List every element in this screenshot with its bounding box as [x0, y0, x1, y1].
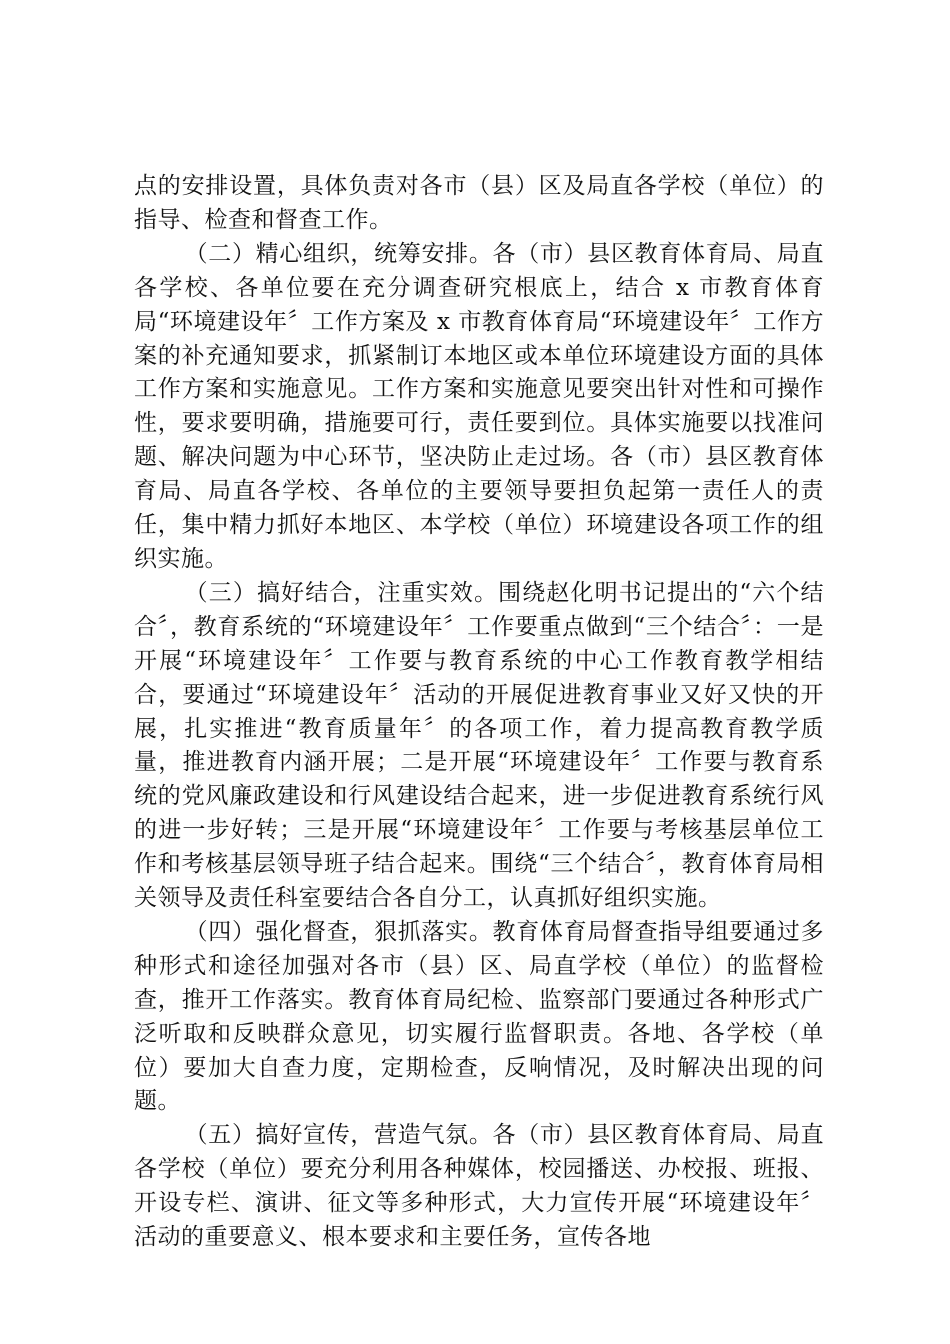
paragraph-section-3: （三）搞好结合，注重实效。围绕赵化明书记提出的“六个结合〞，教育系统的“环境建设年〞工作要重点做到“三个结合〞：一是开展“环境建设年〞工作要与教育系统的中心工作教育教学相结合，要通过“环境建设年〞活动的开展促进教育事业又好又快的开展，扎实推进“教育质量年〞的各项工作，着力提高教育教学质量，推进教育内涵开展；二是开展“环境建设年〞工作要与教育系统的党风廉政建设和行风建设结合起来，进一步促进教育系统行风的进一步好转；三是开展“环境建设年〞工作要与考核基层单位工作和考核基层领导班子结合起来。围绕“三个结合〞，教育体育局相关领导及责任科室要结合各自分工，认真抓好组织实施。: [134, 579, 824, 912]
paragraph-section-5: （五）搞好宣传，营造气氛。各（市）县区教育体育局、局直各学校（单位）要充分利用各种媒体，校园播送、办校报、班报、开设专栏、演讲、征文等多种形式，大力宣传开展“环境建设年〞活动的重要意义、根本要求和主要任务，宣传各地: [134, 1122, 824, 1251]
document-body: [134, 170, 824, 1255]
paragraph-section-2: （二）精心组织，统筹安排。各（市）县区教育体育局、局直各学校、各单位要在充分调查研究根底上，结合 x 市教育体育局“环境建设年〞工作方案及 x 市教育体育局“环境建设年〞工作方案的补充通知要求，抓紧制订本地区或本单位环境建设方面的具体工作方案和实施意见。工作方案和实施意见要突出针对性和可操作性，要求要明确，措施要可行，责任要到位。具体实施要以找准问题、解决问题为中心环节，坚决防止走过场。各（市）县区教育体育局、局直各学校、各单位的主要领导要担负起第一责任人的责任，集中精力抓好本地区、本学校（单位）环境建设各项工作的组织实施。: [134, 240, 824, 572]
paragraph-section-4: （四）强化督查，狠抓落实。教育体育局督查指导组要通过多种形式和途径加强对各市（县）区、局直学校（单位）的监督检查，推开工作落实。教育体育局纪检、监察部门要通过各种形式广泛听取和反映群众意见，切实履行监督职责。各地、各学校（单位）要加大自查力度，定期检查，反响情况，及时解决出现的问题。: [134, 918, 824, 1115]
paragraph-continuation: 点的安排设置，具体负责对各市（县）区及局直各学校（单位）的指导、检查和督查工作。: [134, 173, 824, 233]
